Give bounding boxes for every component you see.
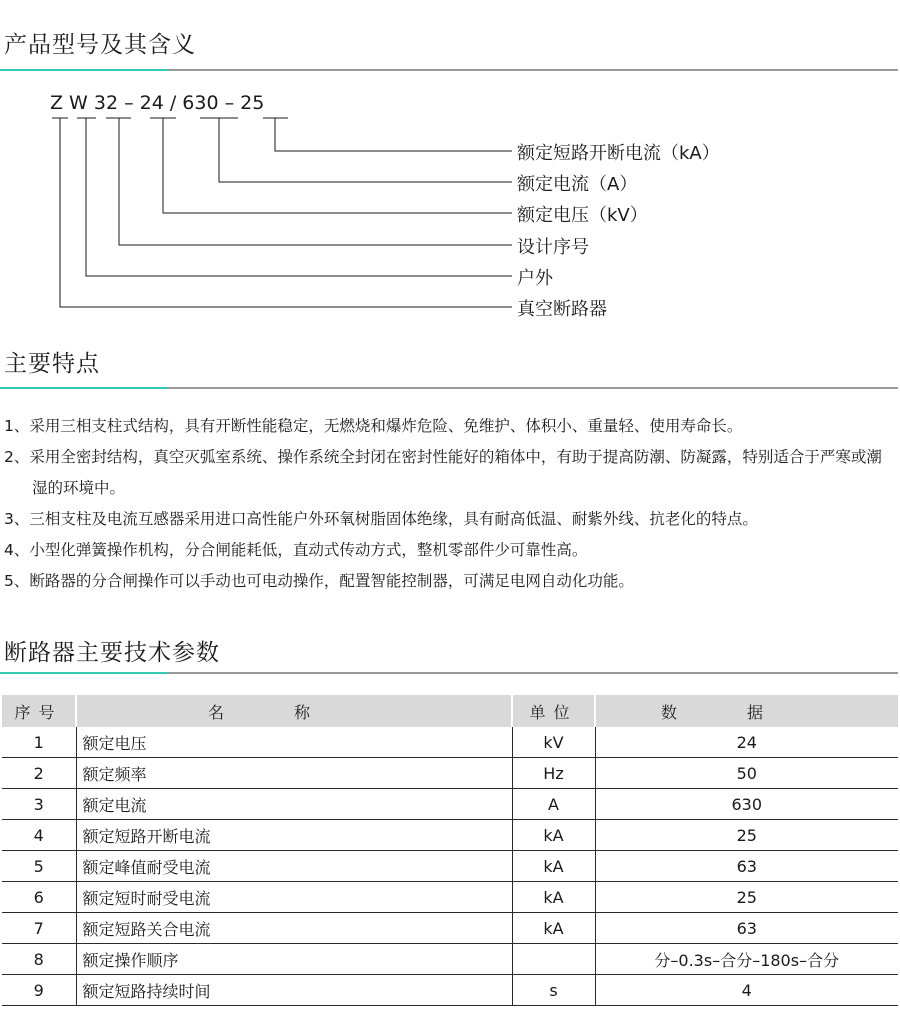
row-name: 额定电流: [76, 789, 512, 820]
row-name: 额定频率: [76, 758, 512, 789]
row-number: 3: [2, 789, 76, 820]
feature-item: 2、采用全密封结构，真空灭弧室系统、操作系统全封闭在密封性能好的箱体中，有助于提高防潮、防凝露，特别适合于严寒或潮湿的环境中。: [4, 448, 882, 497]
row-value: 50: [595, 758, 898, 789]
row-unit: kA: [512, 820, 595, 851]
connector-breaking-current: [275, 118, 512, 151]
table-row: [2, 727, 898, 758]
connector-rated-voltage: [163, 118, 512, 213]
table-row: [2, 820, 898, 851]
label-vacuum-breaker: 真空断路器: [517, 299, 607, 320]
feature-item: 4、小型化弹簧操作机构，分合闸能耗低，直动式传动方式，整机零部件少可靠性高。: [4, 541, 588, 559]
row-number: 2: [2, 758, 76, 789]
table-row: [2, 913, 898, 944]
row-unit: kV: [512, 727, 595, 758]
row-unit: [512, 944, 595, 975]
table-row: [2, 789, 898, 820]
header-value: 数据: [595, 695, 898, 727]
feature-item: 5、断路器的分合闸操作可以手动也可电动操作，配置智能控制器，可满足电网自动化功能。: [4, 572, 634, 590]
model-meaning-diagram: [0, 0, 900, 330]
header-name: 名称: [76, 695, 512, 727]
row-unit: s: [512, 975, 595, 1006]
header-unit: 单位: [512, 695, 595, 727]
model-code: Z W 32 – 24 / 630 – 25: [50, 92, 265, 114]
section-divider: [0, 672, 898, 674]
row-value: 25: [595, 882, 898, 913]
row-value: 25: [595, 820, 898, 851]
label-outdoor: 户外: [517, 268, 553, 289]
table-row: [2, 758, 898, 789]
row-number: 1: [2, 727, 76, 758]
row-name: 额定短时耐受电流: [76, 882, 512, 913]
table-header-row: [2, 695, 898, 727]
label-design-number: 设计序号: [517, 237, 589, 258]
connector-rated-current: [219, 118, 512, 182]
row-value: 24: [595, 727, 898, 758]
row-value: 分–0.3s–合分–180s–合分: [595, 944, 898, 975]
row-name: 额定峰值耐受电流: [76, 851, 512, 882]
feature-item: 1、采用三相支柱式结构，具有开断性能稳定，无燃烧和爆炸危险、免维护、体积小、重量轻、使用寿命长。: [4, 417, 743, 435]
row-name: 额定短路开断电流: [76, 820, 512, 851]
label-breaking-current: 额定短路开断电流（kA）: [517, 143, 720, 164]
row-value: 63: [595, 851, 898, 882]
row-name: 额定短路关合电流: [76, 913, 512, 944]
section-title-features: 主要特点: [4, 351, 100, 377]
feature-item: 3、三相支柱及电流互感器采用进口高性能户外环氧树脂固体绝缘，具有耐高低温、耐紫外线、抗老化的特点。: [4, 510, 758, 528]
row-value: 630: [595, 789, 898, 820]
section-title-params: 断路器主要技术参数: [4, 640, 220, 666]
label-rated-voltage: 额定电压（kV）: [517, 205, 648, 226]
table-row: [2, 975, 898, 1006]
table-row: [2, 944, 898, 975]
row-number: 5: [2, 851, 76, 882]
row-number: 6: [2, 882, 76, 913]
row-unit: Hz: [512, 758, 595, 789]
parameters-table: [2, 695, 898, 1006]
table-row: [2, 882, 898, 913]
row-unit: kA: [512, 882, 595, 913]
row-unit: A: [512, 789, 595, 820]
table-row: [2, 851, 898, 882]
row-unit: kA: [512, 913, 595, 944]
row-number: 9: [2, 975, 76, 1006]
row-value: 4: [595, 975, 898, 1006]
row-name: 额定操作顺序: [76, 944, 512, 975]
connector-outdoor: [86, 118, 512, 276]
row-number: 7: [2, 913, 76, 944]
row-name: 额定电压: [76, 727, 512, 758]
row-number: 4: [2, 820, 76, 851]
row-value: 63: [595, 913, 898, 944]
row-name: 额定短路持续时间: [76, 975, 512, 1006]
section-divider: [0, 387, 898, 389]
row-number: 8: [2, 944, 76, 975]
section-title-model: 产品型号及其含义: [4, 32, 196, 58]
header-number: 序号: [2, 695, 76, 727]
feature-list: [4, 411, 896, 597]
row-unit: kA: [512, 851, 595, 882]
label-rated-current: 额定电流（A）: [517, 174, 638, 195]
